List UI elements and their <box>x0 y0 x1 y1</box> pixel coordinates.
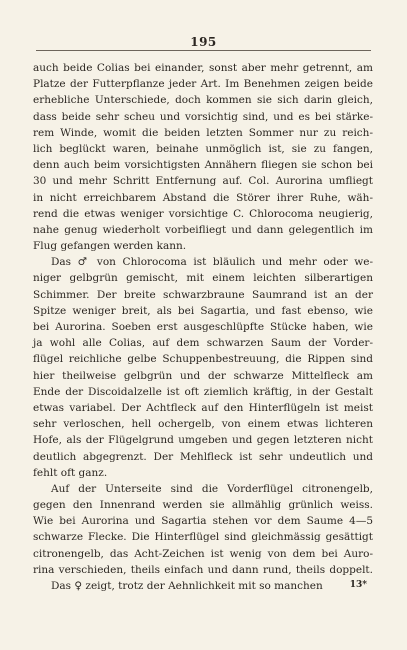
text-line: Flug gefangen werden kann. <box>33 240 187 253</box>
text-line: auch beide Colias bei einander, sonst aber mehr getrennt, am <box>33 62 373 74</box>
text-line: gegen den Innenrand werden sie allmählig grünlich weiss. <box>33 499 373 512</box>
text-line: Das ♀ zeigt, trotz der Aehnlichkeit mit so manchen <box>51 580 323 592</box>
text-line: Das ♂ von Chlorocoma ist bläulich und mehr oder we- <box>51 256 373 269</box>
text-line: rem Winde, womit die beiden letzten Sommer nur zu reich- <box>33 126 373 139</box>
text-line: Auf der Unterseite sind die Vorderflügel citronengelb, <box>51 482 373 495</box>
text-line: Spitze weniger breit, als bei Sagartia, und fast ebenso, wie <box>33 304 373 317</box>
text-line: Schimmer. Der breite schwarzbraune Saumrand ist an der <box>33 288 373 301</box>
text-line: 30 und mehr Schritt Entfernung auf. Col. Aurorina umfliegt <box>33 175 373 188</box>
text-line: Wie bei Aurorina und Sagartia stehen vor dem Saume 4—5 <box>33 515 373 528</box>
text-line: bei Aurorina. Soeben erst ausgeschlüpfte Stücke haben, wie <box>33 321 373 333</box>
text-line: lich beglückt waren, beinahe unmöglich ist, sie zu fangen, <box>33 142 373 155</box>
text-line: sehr verloschen, hell ochergelb, von einem etwas lichteren <box>33 418 373 431</box>
text-line: citronengelb, das Acht-Zeichen ist wenig von dem bei Auro- <box>33 547 373 560</box>
text-line: hier theilweise gelbgrün und der schwarze Mittelfleck am <box>33 369 373 382</box>
text-line: denn auch beim vorsichtigsten Annähern fliegen sie schon bei <box>33 159 373 172</box>
text-line: ja wohl alle Colias, auf dem schwarzen Saum der Vorder- <box>33 337 373 350</box>
signature-mark: 13* <box>349 580 367 590</box>
text-line: in nicht erreichbarem Abstand die Störer ihrer Ruhe, wäh- <box>33 191 373 204</box>
text-line: Hofe, als der Flügelgrund umgeben und gegen letzteren nicht <box>33 434 373 447</box>
text-line: fehlt oft ganz. <box>33 466 108 479</box>
text-line: rina verschieden, theils einfach und dann rund, theils doppelt. <box>33 563 373 576</box>
text-line: dass beide sehr scheu und vorsichtig sind, und es bei stärke- <box>33 110 373 123</box>
text-line: Platze der Futterpflanze jeder Art. Im Benehmen zeigen beide <box>33 78 373 91</box>
text-line: schwarze Flecke. Die Hinterflügel sind gleichmässig gesättigt <box>33 531 373 544</box>
text-line: flügel reichliche gelbe Schuppenbestreuung, die Rippen sind <box>33 353 373 366</box>
header-rule <box>36 50 371 51</box>
page-number: 195 <box>190 35 217 49</box>
text-line: nahe genug wiederholt vorbeifliegt und dann gelegentlich im <box>33 223 373 236</box>
text-line: etwas variabel. Der Achtfleck auf den Hinterflügeln ist meist <box>33 401 373 414</box>
body-text <box>33 60 373 594</box>
text-line: erhebliche Unterschiede, doch kommen sie sich darin gleich, <box>33 94 373 107</box>
text-line: rend die etwas weniger vorsichtige C. Chlorocoma neugierig, <box>33 207 373 220</box>
text-line: deutlich abgegrenzt. Der Mehlfleck ist sehr undeutlich und <box>33 450 373 463</box>
text-line: Ende der Discoidalzelle ist oft ziemlich kräftig, in der Gestalt <box>33 385 373 398</box>
text-line: niger gelbgrün gemischt, mit einem leichten silberartigen <box>33 272 373 285</box>
